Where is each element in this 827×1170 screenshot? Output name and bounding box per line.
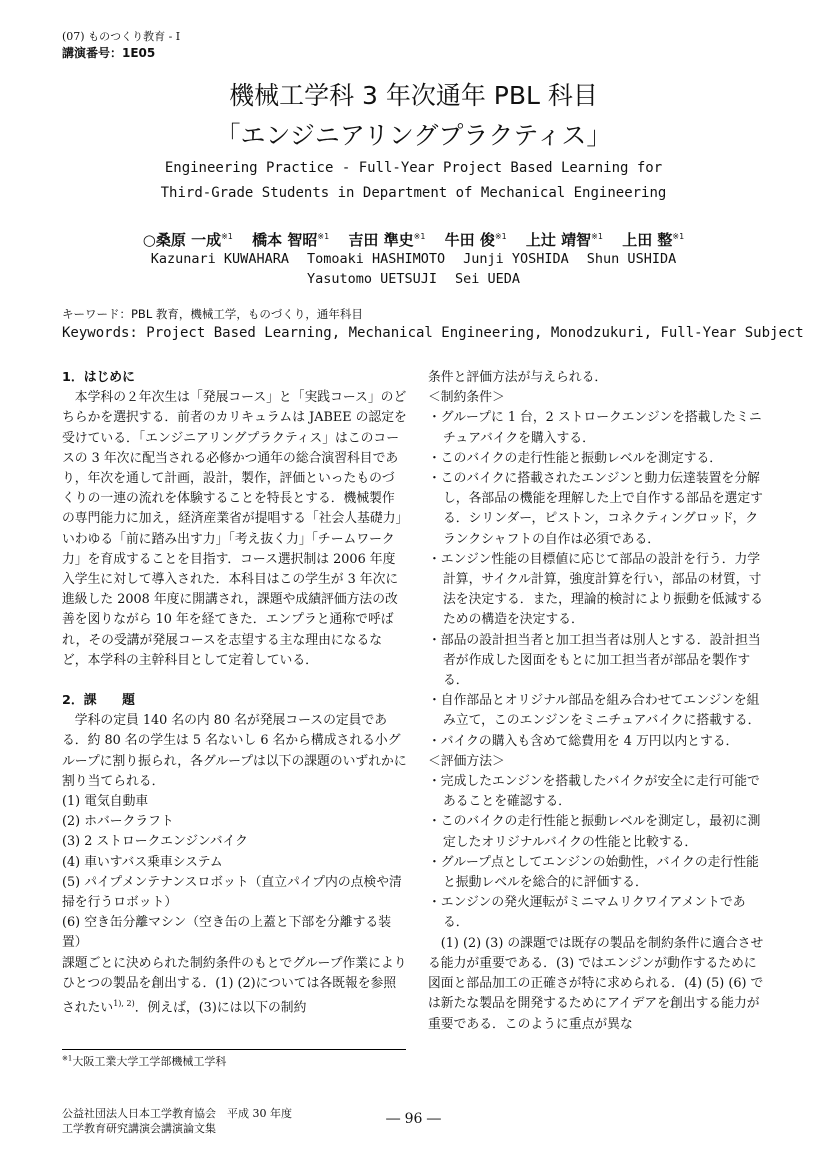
list-item: ・エンジン性能の目標値に応じて部品の設計を行う．力学計算，サイクル計算，強度計算を行い，部品の材質，寸法を決定する．また，理論的検討により振動を低減するための構造を決定する． [428, 551, 763, 628]
title-jp-line1: 機械工学科 3 年次通年 PBL 科目 [229, 81, 598, 110]
list-item: (1) 電気自動車 [62, 794, 149, 810]
list-item: ・完成したエンジンを搭載したバイクが安全に走行可能であることを確認する． [428, 774, 760, 810]
subheading: ＜評価方法＞ [428, 753, 505, 769]
paragraph: 本学科の２年次生は「発展コース」と「実践コース」のどちらかを選択する．前者のカリキュラムは JABEE の認定を受けている．「エンジニアリングプラクティス」はこのコースの 3 年次に配当される必修かつ通年の総合演習科目であり，年次を通して計画，設計，製作，評価といったものづくりの一連の流れを体験することを特長とする．機械製作の専門能力に加え，経済産業省が提唱する「社会人基礎力」いわゆる「前に踏み出す力」「考え抜く力」「チームワーク力」を育成することを目指す．コース選択制は 2006 年度入学生に対して導入された．本科目はこの学生が 3 年次に進級した 2008 年度に開講され，課題や成績評価方法の改善を図りながら 10 年を経てきた．エンプラと通称で呼ばれ，その受講が発展コースを志望する主な理由になるなど，本学科の主幹科目として定着している． [62, 390, 407, 668]
keywords-jp: キーワード：PBL 教育，機械工学，ものづくり，通年科目 [62, 307, 363, 321]
footer-org: 公益社団法人日本工学教育協会 平成 30 年度 工学教育研究講演会講演論文集 [62, 1107, 292, 1135]
list-item: (3) 2 ストロークエンジンバイク [62, 834, 248, 850]
list-item: ・バイクの購入も含めて総費用を 4 万円以内とする． [428, 733, 739, 749]
list-item: ・このバイクの走行性能と振動レベルを測定し，最初に測定したオリジナルバイクの性能と比較する． [428, 814, 761, 850]
session-label: (07) ものつくり教育 - I [62, 30, 181, 43]
list-item: ・部品の設計担当者と加工担当者は別人とする．設計担当者が作成した図面をもとに加工担当者が部品を製作する． [428, 632, 761, 689]
paragraph: (1) (2) (3) の課題では既存の製品を制約条件に適合させる能力が重要である．(3) ではエンジンが動作するために図面と部品加工の正確さが特に求められる．(4) (5) (6) では新たな製品を開発するためにアイデアを創出する能力が重要である．このように重点が異な [428, 935, 764, 1032]
footnote: $^{※1}$大阪工業大学工学部機械工学科 [62, 1054, 227, 1068]
author-en: Tomoaki HASHIMOTO [306, 251, 446, 267]
author-en: Yasutomo UETSUJI [306, 271, 437, 287]
authors-jp [0, 229, 827, 250]
paragraph: 条件と評価方法が与えられる． [428, 370, 608, 385]
right-column [428, 368, 768, 1035]
author-en: Sei UEDA [455, 271, 521, 287]
author: 上辻 靖智$^{※1}$ [525, 231, 603, 249]
author-en: Kazunari KUWAHARA [150, 251, 289, 267]
list-item: ・グループに 1 台，2 ストロークエンジンを搭載したミニチュアバイクを購入する． [428, 410, 762, 446]
section-heading: 2．課 題 [62, 693, 135, 709]
authors-en-line2 [0, 271, 827, 287]
author-en: Junji YOSHIDA [463, 251, 569, 267]
list-item: (4) 車いすバス乗車システム [62, 854, 223, 870]
list-item: (5) パイプメンテナンスロボット（直立パイプ内の点検や清掃を行うロボット） [62, 874, 402, 911]
authors-en-line1 [0, 251, 827, 267]
author-en: Shun USHIDA [586, 251, 677, 267]
author: ○桑原 一成$^{※1}$ [142, 231, 233, 249]
list-item: ・自作部品とオリジナル部品を組み合わせてエンジンを組み立て，このエンジンをミニチュアバイクに搭載する． [428, 693, 761, 729]
title-en-line2: Third-Grade Students in Department of Mechanical Engineering [160, 185, 667, 201]
reference-mark: 1), 2) [113, 999, 135, 1009]
title-en-line1: Engineering Practice - Full-Year Project Based Learning for [164, 160, 663, 176]
author: 橋本 智昭$^{※1}$ [252, 231, 330, 249]
list-item: (2) ホバークラフト [62, 814, 174, 830]
author: 上田 整$^{※1}$ [622, 231, 685, 249]
list-item: ・このバイクに搭載されたエンジンと動力伝達装置を分解し，各部品の機能を理解した上で自作する部品を選定する．シリンダー，ピストン，コネクティングロッド，クランクシャフトの自作は必須である． [428, 471, 763, 547]
paragraph: 課題ごとに決められた制約条件のもとでグループ作業によりひとつの製品を創出する．(1) (2)については各既報を参照されたい$^{1), 2)}$．例えば，(3)には以下の制約 [62, 955, 407, 1016]
left-column [62, 368, 407, 1019]
author: 吉田 準史$^{※1}$ [348, 231, 426, 249]
section-heading: 1．はじめに [62, 370, 135, 385]
lecture-number: 講演番号：1E05 [62, 46, 156, 60]
page-number: ― 96 ― [386, 1111, 441, 1127]
list-item: (6) 空き缶分離マシン（空き缶の上蓋と下部を分離する装置） [62, 915, 391, 951]
keywords-en: Keywords: Project Based Learning, Mechanical Engineering, Monodzukuri, Full-Year Subject [62, 325, 804, 341]
author: 牛田 俊$^{※1}$ [444, 231, 507, 249]
list-item: ・エンジンの発火運転がミニマムリクワイアメントである． [428, 895, 746, 931]
title-jp-line2: 「エンジニアリングプラクティス」 [215, 121, 612, 150]
paragraph: 学科の定員 140 名の内 80 名が発展コースの定員である．約 80 名の学生は 5 名ないし 6 名から構成される小グループに割り振られ，各グループは以下の課題のいずれかに割り当てられる． [62, 713, 407, 789]
footnote-rule [62, 1049, 406, 1050]
list-item: ・グループ点としてエンジンの始動性，バイクの走行性能と振動レベルを総合的に評価する． [428, 854, 759, 891]
subheading: ＜制約条件＞ [428, 390, 505, 406]
list-item: ・このバイクの走行性能と振動レベルを測定する． [428, 450, 723, 466]
